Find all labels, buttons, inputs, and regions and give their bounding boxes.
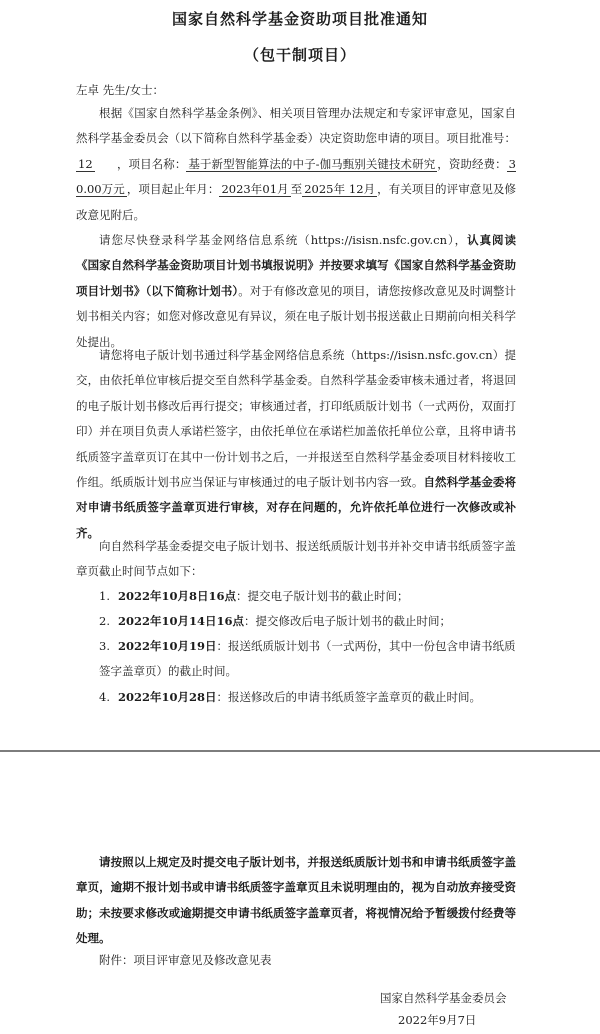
approval-text-b: ，项目名称：: [116, 156, 187, 171]
approval-text-e: 至: [290, 182, 303, 197]
submission-bold: 自然科学基金委将对申请书纸质签字盖章页进行审核，对存在问题的，允许依托单位进行一次修改或补齐。: [76, 475, 517, 540]
deadline-text: 提交修改后电子版计划书的截止时间；: [255, 614, 452, 628]
deadline-number: 1.: [99, 589, 110, 603]
approval-number: 12: [78, 156, 93, 171]
page-gap: [0, 746, 600, 760]
deadline-date: 2022年10月19日: [117, 639, 217, 653]
deadline-sep: ：: [244, 614, 256, 628]
deadline-sep: ：: [216, 690, 228, 704]
paragraph-warning: 请按照以上规定及时提交电子版计划书，并报送纸质版计划书和申请书纸质签字盖章页，逾期不报计划书或申请书纸质签字盖章页且未说明理由的，视为自动放弃接受资助；未按要求修改或逾期提交申请书纸质签字盖章页者，将视情况给予暂缓拨付经费等处理。: [76, 855, 516, 946]
deadline-item: [99, 609, 517, 634]
deadline-sep: ：: [236, 589, 248, 603]
paragraph-approval: [76, 101, 516, 228]
submission-text: 请您将电子版计划书通过科学基金网络信息系统（https://isisn.nsfc.gov.cn）提交，由依托单位审核后提交至自然科学基金委。自然科学基金委审核未通过者，将退回的电子版计划书修改后再行提交；审核通过者，打印纸质版计划书（一式两份，双面打印）并在项目负责人承诺栏签字，由依托单位在承诺栏加盖依托单位公章，且将申请书纸质签字盖章页订在其中一份计划书之后，一并报送至自然科学基金委项目材料接收工作组。纸质版计划书应当保证与审核通过的电子版计划书内容一致。: [76, 348, 516, 490]
paragraph-submission: [76, 343, 516, 546]
notice-subtitle: （包干制项目）: [243, 46, 356, 64]
deadline-item: [99, 685, 517, 710]
deadline-number: 2.: [99, 614, 110, 628]
funding-amount: 30.00万元: [76, 156, 516, 197]
page-divider: [0, 750, 600, 752]
approval-text-f: ，有关项目的评审意见及修改意见附后。: [76, 182, 517, 222]
paragraph-deadlines-intro: 向自然科学基金委提交电子版计划书、报送纸质版计划书并补交申请书纸质签字盖章页截止时间节点如下：: [76, 539, 516, 579]
paragraph-login: [76, 228, 516, 355]
signature-date: 2022年9月7日: [398, 1013, 477, 1027]
deadline-item: [99, 584, 517, 609]
start-date: 2023年01月: [221, 182, 289, 197]
deadline-text: 报送纸质版计划书（一式两份，其中一份包含申请书纸质签字盖章页）的截止时间。: [99, 639, 516, 679]
project-name: 基于新型智能算法的中子-伽马甄别关键技术研究: [188, 156, 436, 171]
approval-text-c: ，资助经费：: [437, 156, 507, 171]
signature-organization: 国家自然科学基金委员会: [380, 991, 507, 1005]
attachment-note: 附件：项目评审意见及修改意见表: [99, 953, 272, 967]
deadline-text: 提交电子版计划书的截止时间；: [247, 589, 409, 603]
deadline-date: 2022年10月8日16点: [117, 589, 236, 603]
deadline-text: 报送修改后的申请书纸质签字盖章页的截止时间。: [228, 690, 481, 704]
login-bold: 认真阅读《国家自然科学基金资助项目计划书填报说明》并按要求填写《国家自然科学基金资助项目计划书》（以下简称计划书）: [76, 233, 516, 298]
deadline-date: 2022年10月14日16点: [117, 614, 245, 628]
end-date: 2025年 12月: [304, 182, 376, 197]
salutation: 左卓 先生/女士：: [76, 83, 165, 97]
notice-title: 国家自然科学基金资助项目批准通知: [171, 10, 428, 28]
deadline-number: 3.: [99, 639, 110, 653]
login-text-b: 。对于有修改意见的项目，请您按修改意见及时调整计划书相关内容；如您对修改意见有异议，须在电子版计划书报送截止日期前向相关科学处提出。: [76, 283, 517, 349]
deadline-item: [99, 634, 517, 685]
deadline-date: 2022年10月28日: [117, 690, 217, 704]
approval-text-d: ，项目起止年月：: [126, 182, 220, 197]
login-text-a: 请您尽快登录科学基金网络信息系统（https://isisn.nsfc.gov.cn），: [99, 233, 468, 247]
approval-text-a: 根据《国家自然科学基金条例》、相关项目管理办法规定和专家评审意见，国家自然科学基金委员会（以下简称自然科学基金委）决定资助您申请的项目。项目批准号：: [76, 106, 516, 146]
deadline-sep: ：: [216, 639, 228, 653]
deadline-number: 4.: [99, 690, 110, 704]
